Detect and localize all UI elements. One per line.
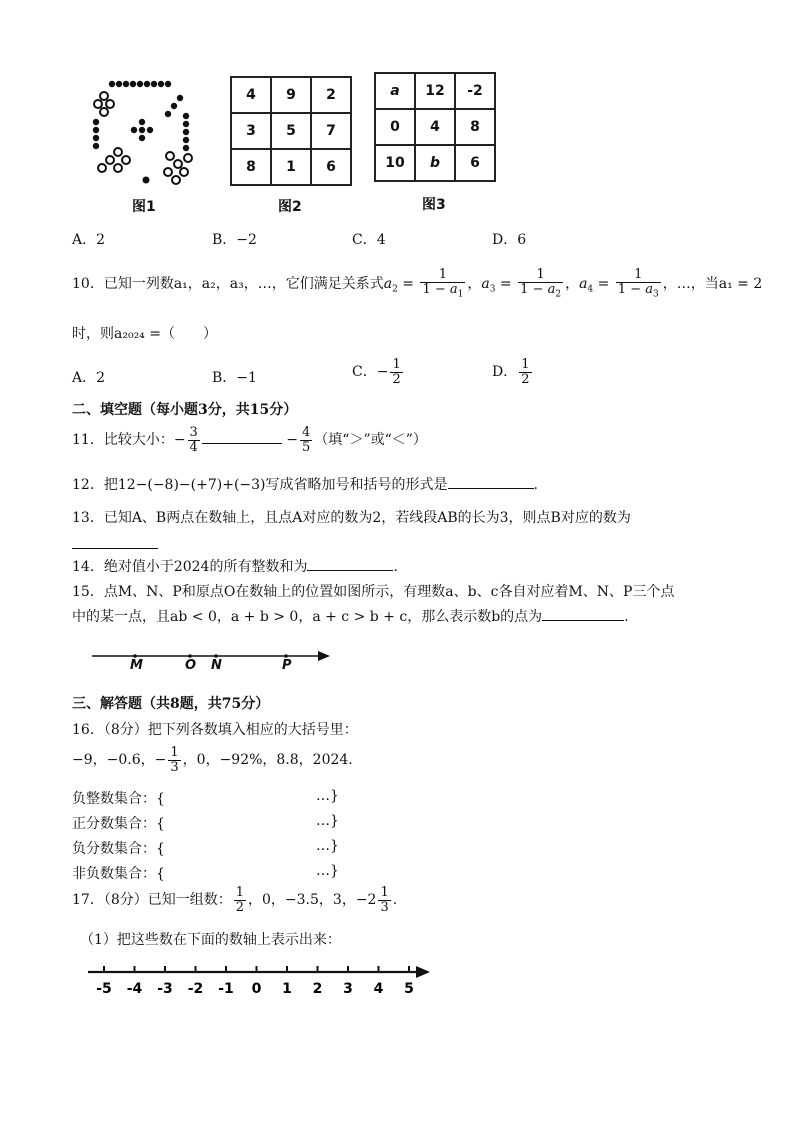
q17-stem: 17．（8分）已知一组数： $\frac{1}{2}$ ，0，−3.5，3，−2 $\frac{1}{3}$ . <box>72 885 398 915</box>
q10-options <box>72 358 672 398</box>
fig2-cell-2-2: 6 <box>311 149 351 185</box>
axis-tick-label: 3 <box>343 981 353 997</box>
q15-line1: 15．点M、N、P和原点O在数轴上的位置如图所示，有理数a、b、c各自对应着M、N、P三个点 <box>72 584 675 600</box>
q9-option-b[interactable]: B．−2 <box>212 232 257 248</box>
q10-line2-lead: 时，则 <box>72 326 114 342</box>
axis-tick-label: -3 <box>157 981 173 997</box>
q10-target: a₂₀₂₄ =（ ） <box>114 326 217 342</box>
magic-square-grid <box>230 76 352 186</box>
fig3-cell-1-1: 4 <box>415 109 455 145</box>
fig3-cell-2-0: 10 <box>375 145 415 181</box>
q11: 11．比较大小：− $\frac{3}{4}$ − $\frac{4}{5}$ （填“＞”或“＜”） <box>72 425 427 455</box>
fig2-cell-0-1: 9 <box>271 77 311 113</box>
q11-fraction-1: $\frac{3}{4}$ <box>189 425 198 455</box>
q10-a1-value: a₁ = 2 <box>718 275 763 292</box>
q10-fraction-a2: $\frac{1}{1 - a_1}$ <box>422 267 464 300</box>
q10-line2 <box>72 324 217 344</box>
axis-tick-label: -5 <box>96 981 112 997</box>
q13: 13．已知A、B两点在数轴上，且点A对应的数为2，若线段AB的长为3，则点B对应的数为 <box>72 510 631 526</box>
q17-number-line <box>86 960 436 1000</box>
q17-axis-svg <box>86 960 436 1000</box>
q17-fraction-2: $\frac{1}{3}$ <box>380 885 389 915</box>
figure-1-caption: 图1 <box>132 199 156 215</box>
q10-lead: 10．已知一列数 <box>72 275 174 292</box>
q15-answer-blank[interactable] <box>542 606 624 621</box>
axis-tick-label: 0 <box>251 981 262 997</box>
axis-tick-label: 4 <box>373 981 384 997</box>
q16-set-positive-fractions[interactable]: 正分数集合：{ …} <box>72 813 339 832</box>
fig2-cell-2-0: 8 <box>231 149 271 185</box>
q16-fraction: $\frac{1}{3}$ <box>170 745 179 775</box>
fig3-cell-0-1: 12 <box>415 73 455 109</box>
q15-label-m: M <box>130 658 143 673</box>
fig3-cell-1-0: 0 <box>375 109 415 145</box>
fig3-cell-2-2: 6 <box>455 145 495 181</box>
q9-options <box>72 230 672 250</box>
q16-stem: 16．（8分）把下列各数填入相应的大括号里： <box>72 722 358 738</box>
q10-option-a[interactable]: A．2 <box>72 370 106 386</box>
q10-fraction-a3: $\frac{1}{1 - a_2}$ <box>520 267 562 300</box>
dot-pattern-figure <box>88 78 198 190</box>
axis-tick-label: -4 <box>126 981 143 997</box>
fig2-cell-2-1: 1 <box>271 149 311 185</box>
figure-2-caption: 图2 <box>278 199 302 215</box>
axis-tick-label: -2 <box>187 981 204 997</box>
q17-part1: （1）把这些数在下面的数轴上表示出来： <box>80 932 341 948</box>
q9-option-d[interactable]: D．6 <box>492 232 527 248</box>
fig3-cell-2-1: b <box>415 145 455 181</box>
fig3-cell-0-0: a <box>375 73 415 109</box>
q17-fraction-1: $\frac{1}{2}$ <box>235 885 245 915</box>
fig2-cell-0-2: 2 <box>311 77 351 113</box>
q15-number-line <box>90 646 334 676</box>
q15-label-n: N <box>211 658 222 673</box>
q10-tail: ，…，当 <box>662 275 719 292</box>
q10-stem: 10．已知一列数a₁，a₂，a₃，…，它们满足关系式$a_2$ = $\frac{1}{1 - a_1}$ ，$a_3$ = $\frac{1}{1 - a_2}$ ，$a_4$ = $\frac{1}{1 - a_3}$ ，…，当a₁ = 2 <box>72 267 763 300</box>
q15-label-o: O <box>185 658 197 673</box>
fig2-cell-1-0: 3 <box>231 113 271 149</box>
magic-square-grid-unknowns <box>374 72 496 182</box>
q12: 12．把12−(−8)−(+7)+(−3)写成省略加号和括号的形式是 . <box>72 474 538 495</box>
q11-answer-blank[interactable] <box>202 429 282 444</box>
q10-sequence: a₁，a₂，a₃，…，它们满足关系式 <box>173 275 384 292</box>
q16-set-negative-fractions[interactable]: 负分数集合：{ …} <box>72 838 339 857</box>
q11-fraction-2: $\frac{4}{5}$ <box>302 425 311 455</box>
q10-option-d[interactable]: D． $\frac{1}{2}$ <box>492 357 530 387</box>
q10-option-b[interactable]: B．−1 <box>212 370 257 386</box>
figure-3-grid <box>374 72 496 182</box>
axis-tick-label: 2 <box>312 981 323 997</box>
axis-tick-label: -1 <box>218 981 234 997</box>
q15-label-p: P <box>282 658 292 673</box>
q12-answer-blank[interactable] <box>448 474 534 489</box>
q10-option-c[interactable]: C．− $\frac{1}{2}$ <box>352 357 401 387</box>
axis-tick-label: 1 <box>282 981 292 997</box>
q14-answer-blank[interactable] <box>307 556 393 571</box>
fig2-cell-1-2: 7 <box>311 113 351 149</box>
fig3-cell-1-2: 8 <box>455 109 495 145</box>
fig2-cell-0-0: 4 <box>231 77 271 113</box>
fig3-cell-0-2: -2 <box>455 73 495 109</box>
q16-numbers: −9，−0.6，− $\frac{1}{3}$ ，0，−92%，8.8，2024. <box>72 745 353 775</box>
q9-option-c[interactable]: C．4 <box>352 232 386 248</box>
axis-tick-label: 5 <box>404 981 414 997</box>
q9-option-a[interactable]: A．2 <box>72 232 106 248</box>
q13-answer-blank[interactable] <box>72 530 158 549</box>
section-3-title: 三、解答题（共8题，共75分） <box>72 696 270 712</box>
fig2-cell-1-1: 5 <box>271 113 311 149</box>
figure-2-grid <box>230 76 352 186</box>
section-2-title: 二、填空题（每小题3分，共15分） <box>72 402 298 418</box>
q14: 14．绝对值小于2024的所有整数和为 . <box>72 556 398 577</box>
figure-1 <box>88 78 198 190</box>
q16-set-non-negative[interactable]: 非负数集合：{ …} <box>72 863 339 882</box>
q15-line2: 中的某一点，且ab < 0，a + b > 0，a + c > b + c，那么表示数b的点为 . <box>72 606 629 627</box>
figure-3-caption: 图3 <box>422 197 446 213</box>
q10-fraction-a4: $\frac{1}{1 - a_3}$ <box>617 267 659 300</box>
q16-set-negative-integers[interactable]: 负整数集合：{ …} <box>72 788 339 807</box>
